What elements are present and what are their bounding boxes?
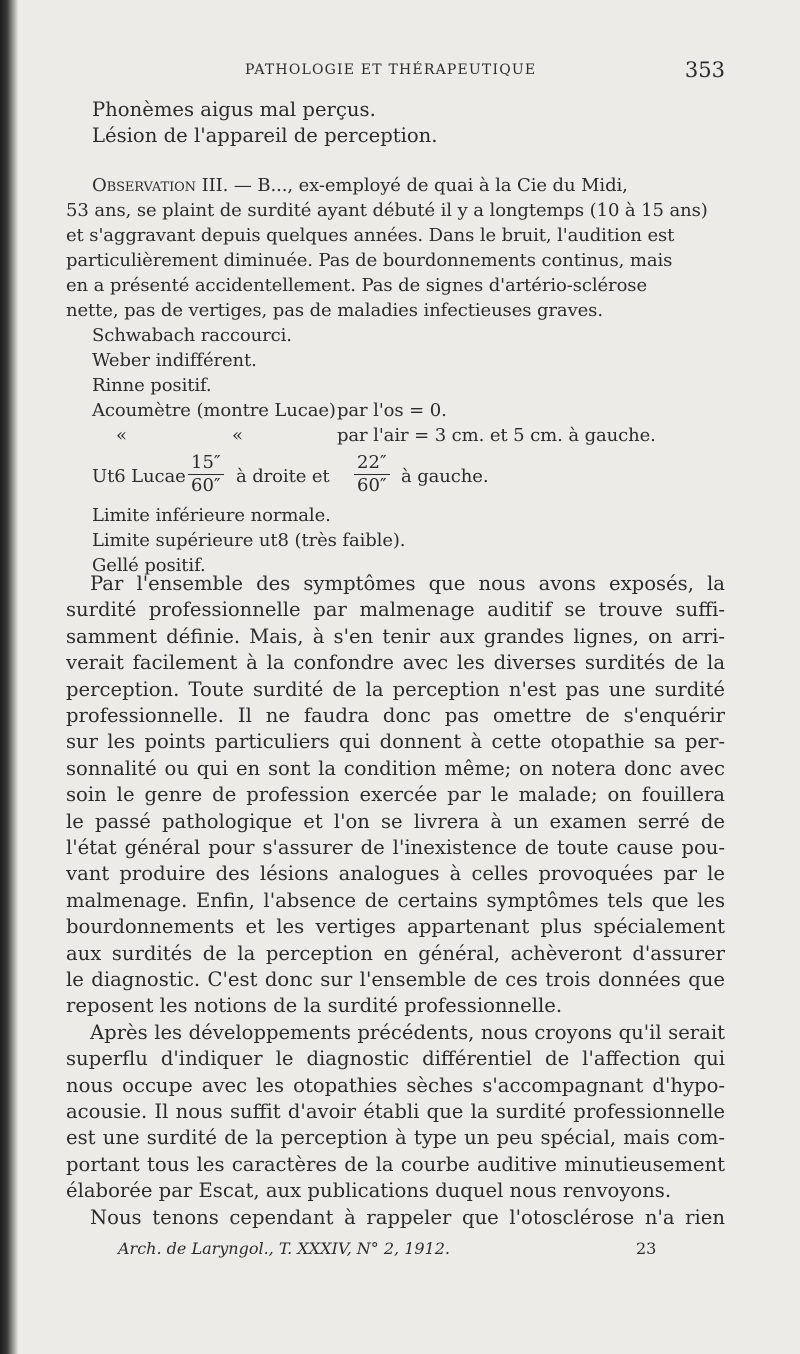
body-line: est une surdité de la perception à type un peu spécial, mais com- — [66, 1126, 725, 1150]
body-line: Par l'ensemble des symptômes que nous avons exposés, la — [90, 572, 725, 595]
body-line: aux surdités de la perception en général, achèveront d'assurer — [66, 941, 725, 965]
exam-ut6-label: Ut6 Lucae — [92, 466, 186, 487]
exam-rinne: Rinne positif. — [92, 375, 212, 396]
page-number: 353 — [684, 58, 725, 82]
signature-mark: 23 — [636, 1239, 657, 1258]
ditto-mark: « — [116, 425, 127, 446]
fraction-left-ear — [354, 452, 390, 497]
body-line: l'état général pour s'assurer de l'inexistence de toute cause pou- — [66, 836, 725, 859]
exam-a-gauche: à gauche. — [401, 466, 489, 487]
body-line: professionnelle. Il ne faudra donc pas omettre de s'enquérir — [66, 704, 725, 727]
body-line: élaborée par Escat, aux publications duquel nous renvoyons. — [66, 1179, 672, 1203]
observation-label: Observation III. — [92, 175, 229, 196]
body-line: le diagnostic. C'est donc sur l'ensemble de ces trois données que — [66, 968, 725, 991]
exam-a-droite-et: à droite et — [236, 466, 330, 487]
body-line: superflu d'indiquer le diagnostic différentiel de l'affection qui — [66, 1047, 725, 1071]
observation-line: nette, pas de vertiges, pas de maladies infectieuses graves. — [66, 300, 603, 321]
body-line: bourdonnements et les vertiges appartenant plus spécialement — [66, 915, 725, 939]
journal-reference: Arch. de Laryngol., T. XXXIV, N° 2, 1912. — [118, 1239, 450, 1258]
body-line: nous occupe avec les otopathies sèches s'accompagnant d'hypo- — [66, 1073, 725, 1097]
body-line: samment définie. Mais, à s'en tenir aux grandes lignes, on arri- — [66, 624, 725, 648]
intro-line: Phonèmes aigus mal perçus. — [92, 98, 376, 121]
exam-limite-superieure: Limite supérieure ut8 (très faible). — [92, 530, 406, 551]
fraction-denominator: 60″ — [191, 475, 221, 496]
intro-line: Lésion de l'appareil de perception. — [92, 124, 438, 147]
exam-acoumetre-label: Acoumètre (montre Lucae) — [92, 400, 336, 421]
body-line: verait facilement à la confondre avec les diverses surdités de la — [66, 651, 725, 675]
body-line: surdité professionnelle par malmenage auditif se trouve suffi- — [66, 598, 725, 622]
body-line: Nous tenons cependant à rappeler que l'otosclérose n'a rien — [90, 1205, 725, 1229]
exam-weber: Weber indifférent. — [92, 350, 257, 371]
exam-par-air: par l'air = 3 cm. et 5 cm. à gauche. — [337, 425, 656, 446]
fraction-denominator: 60″ — [357, 475, 387, 496]
body-line: portant tous les caractères de la courbe auditive minutieusement — [66, 1152, 725, 1176]
body-line: acousie. Il nous suffit d'avoir établi que la surdité professionnelle — [66, 1100, 725, 1123]
running-title: PATHOLOGIE ET THÉRAPEUTIQUE — [245, 62, 537, 78]
body-line: soin le genre de profession exercée par le malade; on fouillera — [66, 783, 725, 807]
observation-line: en a présenté accidentellement. Pas de signes d'artério-sclérose — [66, 275, 647, 296]
body-line: sur les points particuliers qui donnent à cette otopathie sa per- — [66, 730, 725, 754]
body-line: reposent les notions de la surdité professionnelle. — [66, 994, 563, 1018]
body-line: vant produire des lésions analogues à celles provoquées par le — [66, 862, 725, 886]
exam-gelle: Gellé positif. — [92, 555, 206, 576]
observation-first-line: — B..., ex-employé de quai à la Cie du Midi, — [228, 175, 628, 196]
exam-limite-inferieure: Limite inférieure normale. — [92, 505, 331, 526]
observation-line: et s'aggravant depuis quelques années. Dans le bruit, l'audition est — [66, 225, 675, 246]
body-line: malmenage. Enfin, l'absence de certains symptômes tels que les — [66, 888, 725, 912]
observation-line: 53 ans, se plaint de surdité ayant débuté il y a longtemps (10 à 15 ans) — [66, 200, 708, 221]
body-line: le passé pathologique et l'on se livrera à un examen serré de — [66, 809, 725, 833]
ditto-mark: « — [232, 425, 243, 446]
running-header — [245, 58, 725, 82]
exam-par-os: par l'os = 0. — [337, 400, 447, 421]
fraction-right-ear — [188, 452, 224, 497]
fraction-numerator: 22″ — [354, 452, 390, 475]
body-line: perception. Toute surdité de la perception n'est pas une surdité — [66, 677, 725, 701]
body-line: Après les développements précédents, nous croyons qu'il serait — [90, 1020, 725, 1044]
body-line: sonnalité ou qui en sont la condition même; on notera donc avec — [66, 756, 725, 780]
observation-line: particulièrement diminuée. Pas de bourdonnements continus, mais — [66, 250, 673, 271]
exam-schwabach: Schwabach raccourci. — [92, 325, 292, 346]
fraction-numerator: 15″ — [188, 452, 224, 475]
observation-heading-line — [92, 173, 628, 199]
